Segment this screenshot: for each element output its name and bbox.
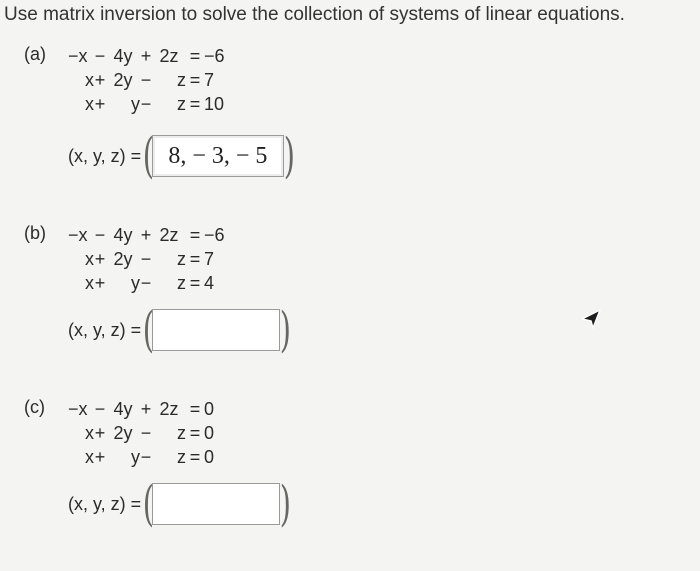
constant: 0	[204, 447, 215, 467]
equals-sign: =	[189, 447, 201, 467]
operator: +	[140, 225, 152, 245]
operator: −	[140, 273, 152, 293]
equals-sign: =	[189, 273, 201, 293]
equals-sign: =	[189, 399, 201, 419]
term: z	[177, 447, 186, 467]
term: −x	[68, 225, 88, 245]
term: −x	[68, 46, 88, 66]
operator: +	[94, 447, 106, 467]
problem-statement: Use matrix inversion to solve the collection of systems of linear equations.	[4, 4, 625, 25]
equals-sign: =	[189, 46, 201, 66]
operator: +	[94, 249, 106, 269]
operator: +	[140, 399, 152, 419]
constant: 7	[204, 70, 215, 90]
operator: −	[140, 70, 152, 90]
term: z	[177, 94, 186, 114]
constant: 10	[204, 94, 225, 114]
part-label: (c)	[24, 397, 45, 417]
constant: −6	[204, 46, 225, 66]
equation-row	[68, 247, 225, 271]
operator: −	[94, 399, 106, 419]
term: 2z	[159, 225, 179, 245]
equation-row	[68, 92, 225, 116]
equation-row	[68, 223, 225, 247]
equals-sign: =	[189, 249, 201, 269]
term: 4y	[113, 225, 133, 245]
answer-input-c[interactable]	[152, 483, 280, 525]
operator: −	[94, 225, 106, 245]
constant: 7	[204, 249, 215, 269]
constant: 0	[204, 423, 215, 443]
equation-row	[68, 68, 225, 92]
equation-row	[68, 421, 214, 445]
equation-row	[68, 397, 214, 421]
equation-system	[68, 44, 225, 116]
equals-sign: =	[189, 225, 201, 245]
left-paren: (	[142, 476, 155, 532]
term: 2y	[113, 70, 133, 90]
operator: +	[94, 70, 106, 90]
left-paren: (	[142, 128, 155, 184]
operator: +	[94, 423, 106, 443]
operator: +	[140, 46, 152, 66]
operator: −	[140, 94, 152, 114]
term: 2z	[159, 46, 179, 66]
answer-label: (x, y, z) =	[68, 493, 142, 514]
term: 4y	[113, 399, 133, 419]
term: y	[131, 94, 140, 114]
answer-row-a	[68, 128, 299, 184]
term: z	[177, 273, 186, 293]
answer-row-c	[68, 476, 295, 532]
term: y	[131, 273, 140, 293]
term: x	[85, 70, 94, 90]
term: x	[85, 249, 94, 269]
operator: −	[140, 447, 152, 467]
answer-input-b[interactable]	[152, 309, 280, 351]
term: z	[177, 249, 186, 269]
answer-label: (x, y, z) =	[68, 145, 142, 166]
operator: +	[94, 94, 106, 114]
equation-system	[68, 397, 214, 469]
term: y	[131, 447, 140, 467]
operator: −	[140, 423, 152, 443]
equation-system	[68, 223, 225, 295]
equation-row	[68, 44, 225, 68]
right-paren: )	[279, 476, 291, 532]
term: x	[85, 447, 94, 467]
term: z	[177, 70, 186, 90]
equals-sign: =	[189, 94, 201, 114]
term: x	[85, 94, 94, 114]
constant: 0	[204, 399, 215, 419]
constant: 4	[204, 273, 215, 293]
term: −x	[68, 399, 88, 419]
equals-sign: =	[189, 423, 201, 443]
answer-label: (x, y, z) =	[68, 319, 142, 340]
right-paren: )	[283, 128, 295, 184]
mouse-pointer-icon	[578, 306, 604, 332]
equation-row	[68, 271, 225, 295]
term: x	[85, 423, 94, 443]
operator: −	[140, 249, 152, 269]
term: 2y	[113, 249, 133, 269]
constant: −6	[204, 225, 225, 245]
left-paren: (	[142, 302, 155, 358]
equals-sign: =	[189, 70, 201, 90]
operator: −	[94, 46, 106, 66]
term: 4y	[113, 46, 133, 66]
term: 2z	[159, 399, 179, 419]
operator: +	[94, 273, 106, 293]
term: 2y	[113, 423, 133, 443]
term: x	[85, 273, 94, 293]
right-paren: )	[279, 302, 291, 358]
part-label: (b)	[24, 223, 46, 243]
equation-row	[68, 445, 214, 469]
part-label: (a)	[24, 44, 46, 64]
term: z	[177, 423, 186, 443]
answer-input-a[interactable]: 8, − 3, − 5	[152, 135, 284, 177]
answer-row-b	[68, 302, 295, 358]
